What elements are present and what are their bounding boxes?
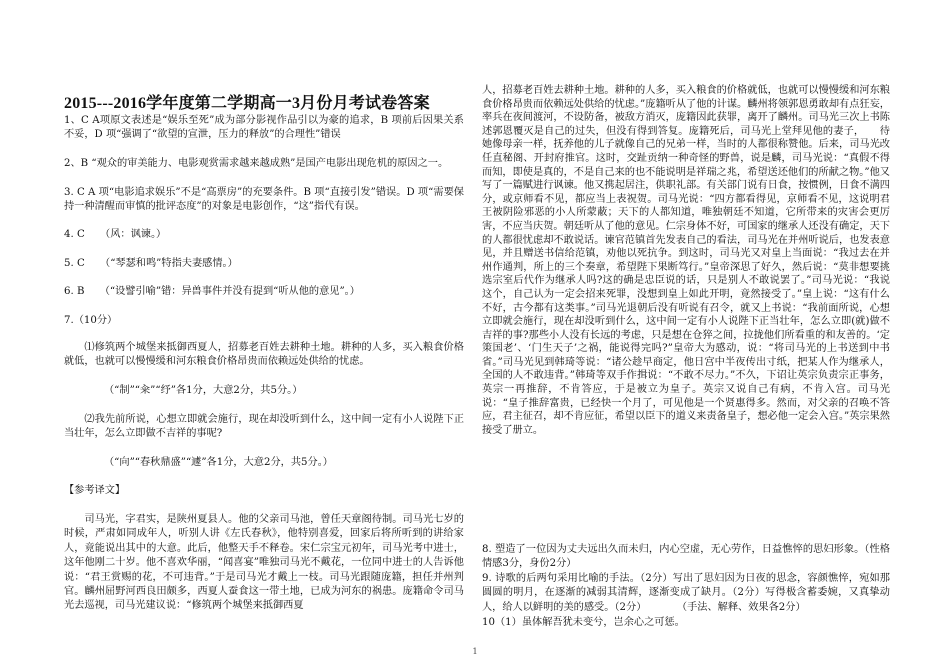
- answer-4: 4. C （风：讽谏。）: [64, 229, 167, 240]
- page-title: 2015---2016学年度第二学期高一3月份月考试卷答案: [64, 95, 430, 112]
- answer-2: 2、B “观众的审美能力、电影观赏需求越来越成熟”是国产电影出现危机的原因之一。: [64, 158, 449, 169]
- translation-text: 司马光，字君实，是陕州夏县人。他的父亲司马池，曾任天章阁待制。司马光七岁的时候，严肃如同成年人，听别人讲《左氏春秋》，他特别喜爱，回家后将所听到的讲给家人，竟能说出其中的大意。此后，他整天手不释卷。宋仁宗宝元初年，司马光考中进士，这年他刚二十岁。他不喜欢华丽，“闻喜宴”唯独司马光不戴花，一位同中进士的人告诉他说：“君王赏赐的花，不可违背。”于是司马光才戴上一枝。司马光跟随庞籍，担任并州判官。麟州屈野河西良田颇多，西夏人蚕食这一带土地，已成为河东的祸患。庞籍命令司马光去巡视，司马光建议说：“修筑两个城堡来抵御西夏: [64, 514, 464, 612]
- answer-6: 6. B （“设譬引喻”错：异兽事件并没有提到“听从他的意见”。）: [64, 286, 360, 297]
- answer-9: 9. 诗歌的后两句采用比喻的手法。（2分）写出了思妇因为日夜的思念，容颜憔悴，宛如那圆圆的明月，在逐渐的减弱其清辉，逐渐变成了缺月。（2分）写得极含蓄委婉，又真挚动人，给人以鲜明的美的感受。（2分） （手法、解释、效果各2分）: [482, 573, 890, 613]
- answer-5: 5. C （“琴瑟和鸣”特指夫妻感情。）: [64, 258, 238, 269]
- translation-continued: 人，招募老百姓去耕种土地。耕种的人多，买入粮食的价格就低，也就可以慢慢缓和河东粮食价格昂贵而依赖远处供给的忧虑。”庞籍听从了他的计谋。麟州将领郭恩勇敢却有点狂妄，率兵在夜间渡河，不设防备，被敌方消灭，庞籍因此获罪，离开了麟州。司马光三次上书陈述郭恩覆灭是自己的过失，但没有得到答复。庞籍死后，司马光上堂拜见他的妻子， 待她像母亲一样，抚养他的儿子就像自己的兄弟一样，当时的人都很称赞他。后来，司马光改任直秘阁、开封府推官。这时，交趾贡纳一种奇怪的野兽，说是麟，司马光说：“真假不得而知，即使是真的，不是自己来的也不能说明是祥瑞之兆，希望送还他们的所献之物。”他又写了一篇赋进行讽谏。他又携起居注，供职礼部。有关部门说有日食，按惯例，日食不满四分，或京师看不见，都应当上表祝贺。司马光说：“四方都看得见，京师看不见，这说明君王被阴险邪恶的小人所蒙蔽；天下的人都知道，唯独朝廷不知道，它所带来的灾害会更厉害，不应当庆贺。朝廷听从了他的意见。仁宗身体不好，可国家的继承人还没有确定，天下的人都很忧虑却不敢说话。谏官范镇首先发表自己的看法，司马光在并州听说后，也发表意见，并且赠送书信给范镇，劝他以死抗争。到这时，司马光又对皇上当面说：“我过去在并州作通判，所上的三个奏章，希望陛下果断笃行。”皇帝深思了好久，然后说：“莫非想要挑选宗室后代作为继承人吗?这的确是忠臣说的话，只是别人不敢说罢了。”司马光说：“我说这个，自己认为一定会招来死罪，没想到皇上如此开明，竟然接受了。”皇上说：“这有什么不好，古今都有这类事。”司马光退朝后没有听说有召令，就又上书说：“我前面所说，心想立即就会施行，现在却没听到什么，这中间一定有小人说陛下正当壮年，怎么立即(就)做不吉祥的事?那些小人没有长远的考虑，只是想在仓猝之间，拉拢他们所看重的和友善的。‘定策国老’、‘门生天子’之祸，能说得完吗?”皇帝大为感动，说：“将司马光的上书送到中书省。”司马光见到韩琦等说：“诸公趁早商定，他日宫中半夜传出寸纸，把某人作为继承人，全国的人不敢违背。”韩琦等双手作揖说：“不敢不尽力。”不久，下诏让英宗负责宗正事务，英宗一再推辞，不肯答应，于是被立为皇子。英宗又说自己有病，不肯入宫。司马光说：“皇子推辞富贵，已经快一个月了，可见他是一个贤惠得多。然而，对父亲的召唤不答应，君主征召，却不肯应征，希望以臣下的道义来责备皇子，想必他一定会入宫。”英宗果然接受了册立。: [482, 85, 890, 436]
- reference-translation-heading: 【参考译文】: [64, 485, 126, 496]
- answer-7-header: 7.（10分）: [64, 315, 118, 326]
- page-number: 1: [472, 647, 478, 656]
- answer-8: 8. 塑造了一位因为丈夫远出久而未归，内心空虚，无心劳作，日益憔悴的思妇形象。（性格情感3分，身份2分）: [482, 544, 890, 570]
- answer-1: 1、C A项原文表述是“娱乐至死”成为部分影视作品引以为豪的追求，B 项前后因果关系不妥，D 项“强调了“欲望的宣泄，压力的释放”的合理性”错误: [64, 115, 464, 141]
- answer-3: 3. C A 项“电影追求娱乐”不是“高票房”的充要条件。B 项“直接引发”错误。D 项“需要保持一种清醒而审慎的批评态度”的对象是电影创作，“这”指代有误。: [64, 187, 464, 213]
- answer-7-part2-score: （“向”“春秋鼎盛”“遽”各1分，大意2分，共5分。）: [104, 457, 333, 468]
- answer-7-part1: ⑴修筑两个城堡来抵御西夏人，招募老百姓去耕种土地。耕种的人多，买入粮食价格就低，也就可以慢慢缓和河东粮食价格昂贵而依赖远处供给的忧虑。: [64, 342, 464, 368]
- answer-7-part2: ⑵我先前所说，心想立即就会施行，现在却没听到什么，这中间一定有小人说陛下正当壮年，怎么立即做不吉祥的事呢?: [64, 414, 464, 440]
- answer-10: 10（1）虽体解吾犹未变兮，岂余心之可惩。: [482, 617, 685, 628]
- answer-7-part1-score: （“制”“籴”“纾”各1分，大意2分，共5分。）: [104, 385, 303, 396]
